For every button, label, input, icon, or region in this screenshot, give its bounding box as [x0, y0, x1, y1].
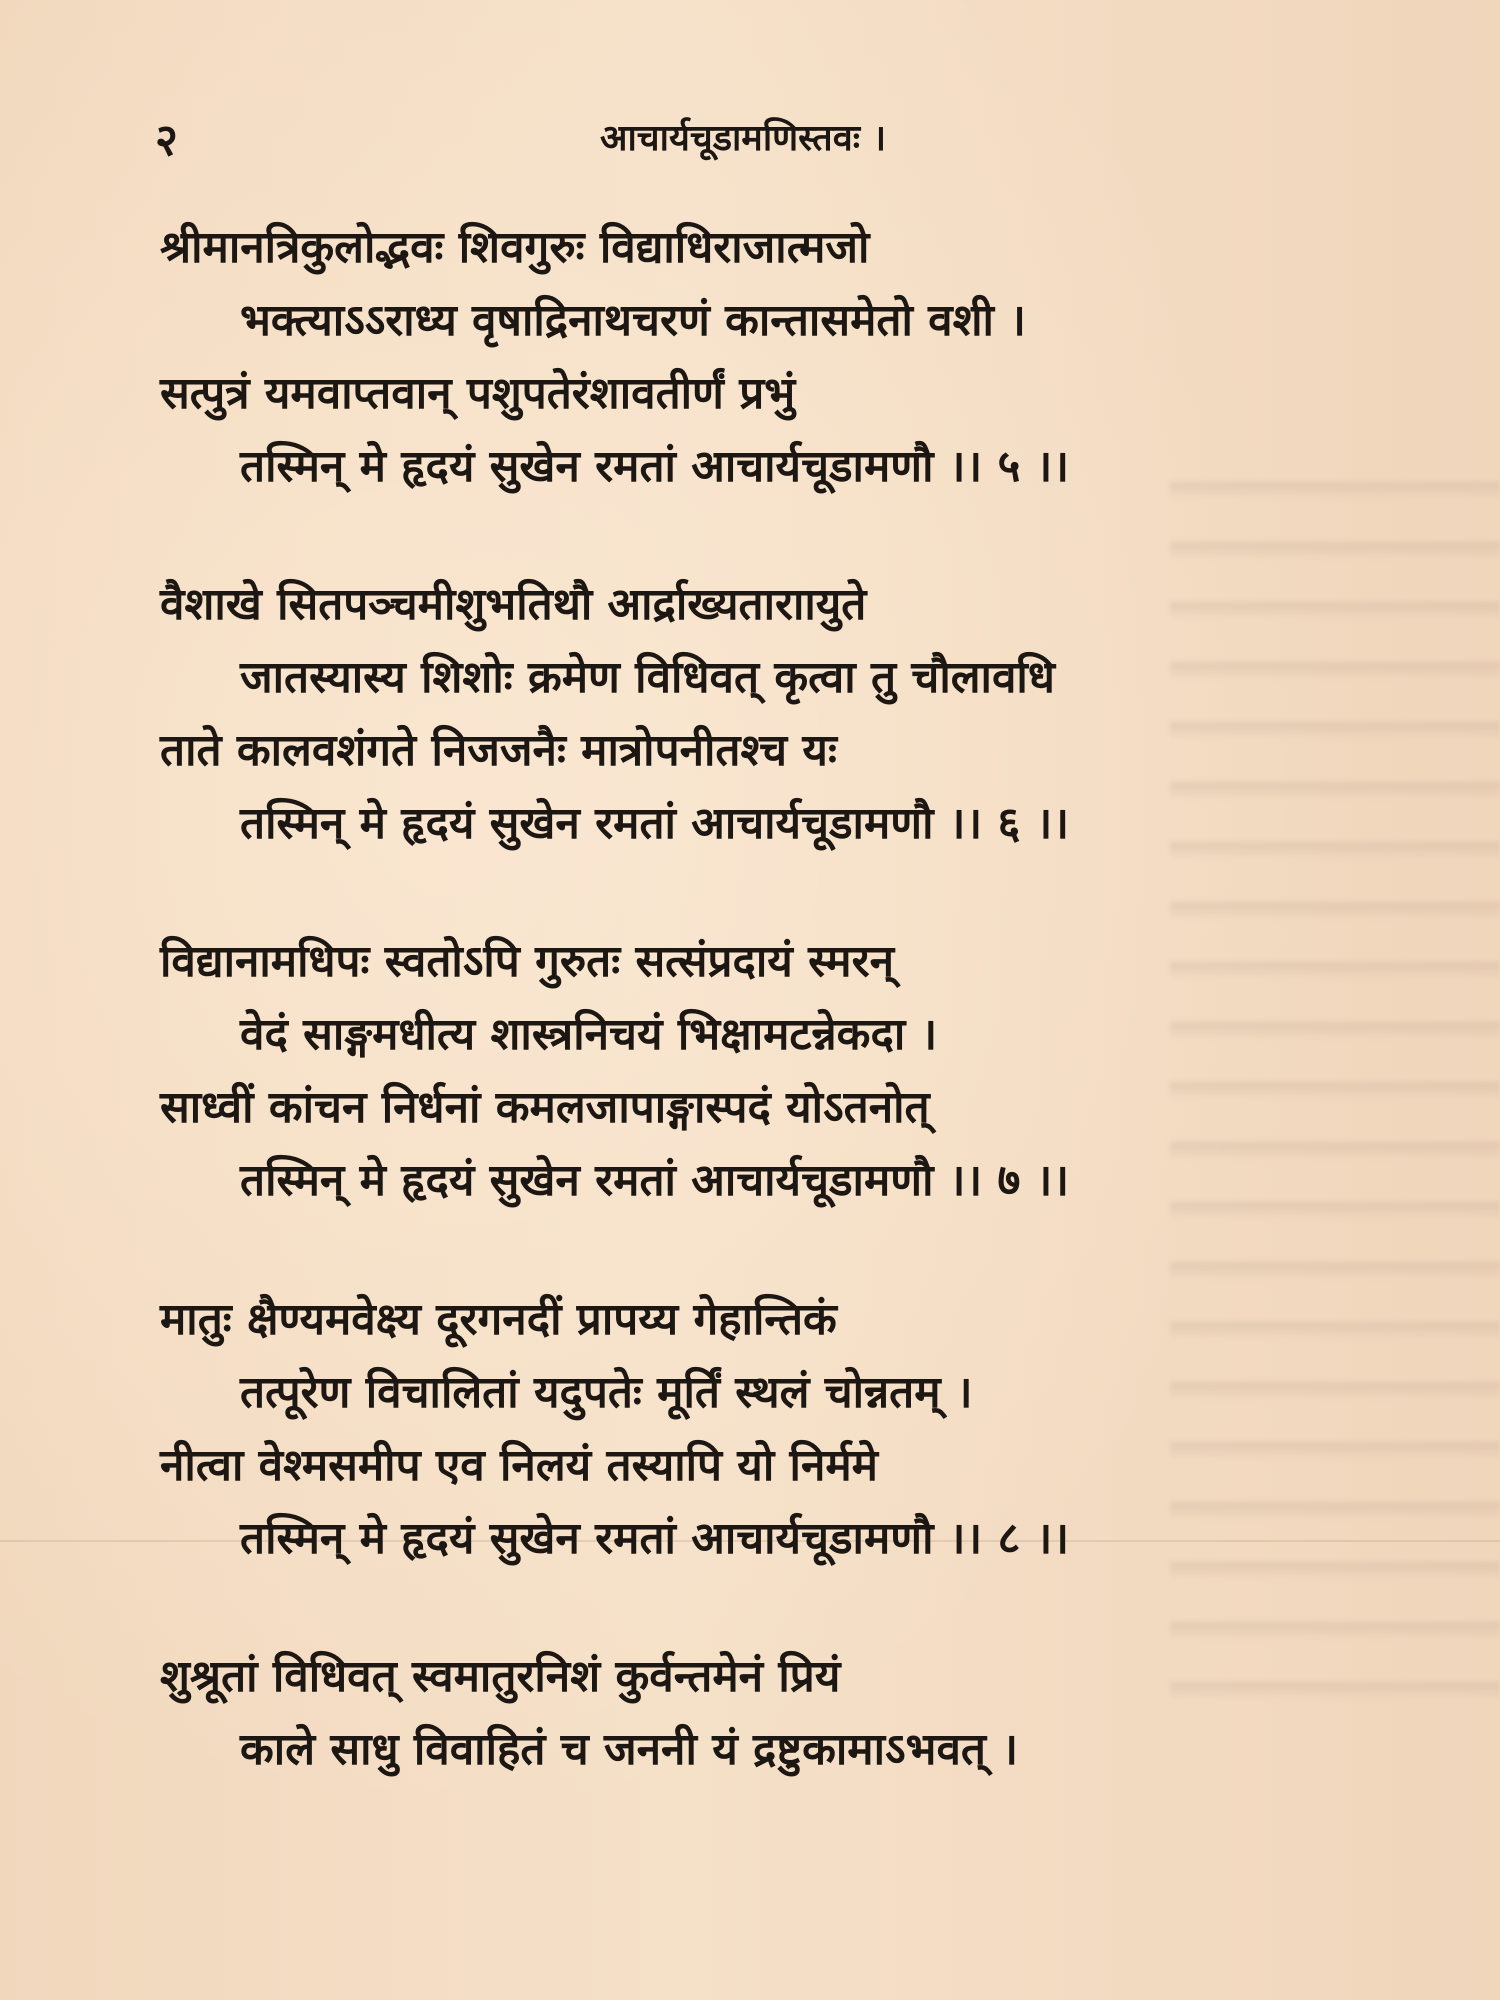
- running-head: आचार्यचूडामणिस्तवः ।: [600, 118, 887, 159]
- verse-line: जातस्यास्य शिशोः क्रमेण विधिवत् कृत्वा तु चौलावधि: [240, 652, 1055, 703]
- verse-line: काले साधु विवाहितं च जननी यं द्रष्टुकामाऽभवत् ।: [240, 1724, 1019, 1775]
- verse-line: तस्मिन् मे हृदयं सुखेन रमतां आचार्यचूडामणौ ।। ६ ।।: [240, 798, 1070, 849]
- verse-line: वेदं साङ्गमधीत्य शास्त्रनिचयं भिक्षामटन्नेकदा ।: [240, 1009, 938, 1060]
- verse-line: भक्त्याऽऽराध्य वृषाद्रिनाथचरणं कान्तासमेतो वशी ।: [240, 295, 1026, 346]
- verse-line: सत्पुत्रं यमवाप्तवान् पशुपतेरंशावतीर्णं प्रभुं: [160, 368, 796, 419]
- verse-line: नीत्वा वेश्मसमीप एव निलयं तस्यापि यो निर्ममे: [160, 1440, 878, 1491]
- verse-line: साध्वीं कांचन निर्धनां कमलजापाङ्गास्पदं योऽतनोत्: [160, 1082, 930, 1133]
- verse-line: तस्मिन् मे हृदयं सुखेन रमतां आचार्यचूडामणौ ।। ५ ।।: [240, 441, 1070, 492]
- page-number: २: [155, 115, 178, 166]
- verse-line: ताते कालवशंगते निजजनैः मात्रोपनीतश्च यः: [160, 725, 837, 776]
- bleed-through-shadow: [1170, 440, 1500, 1740]
- verse-line: तस्मिन् मे हृदयं सुखेन रमतां आचार्यचूडामणौ ।। ८ ।।: [240, 1513, 1070, 1564]
- verse-line: विद्यानामधिपः स्वतोऽपि गुरुतः सत्संप्रदायं स्मरन्: [160, 936, 894, 987]
- verse-line: तस्मिन् मे हृदयं सुखेन रमतां आचार्यचूडामणौ ।। ७ ।।: [240, 1155, 1070, 1206]
- verse-line: वैशाखे सितपञ्चमीशुभतिथौ आर्द्राख्यताराायुते: [160, 579, 867, 630]
- verse-line: श्रीमानत्रिकुलोद्भवः शिवगुरुः विद्याधिराजात्मजो: [160, 222, 870, 273]
- verse-line: मातुः क्षैण्यमवेक्ष्य दूरगनदीं प्रापय्य गेहान्तिकं: [160, 1294, 837, 1345]
- verse-line: शुश्रूतां विधिवत् स्वमातुरनिशं कुर्वन्तमेनं प्रियं: [160, 1651, 841, 1702]
- verse-line: तत्पूरेण विचालितां यदुपतेः मूर्तिं स्थलं चोन्नतम् ।: [240, 1367, 973, 1418]
